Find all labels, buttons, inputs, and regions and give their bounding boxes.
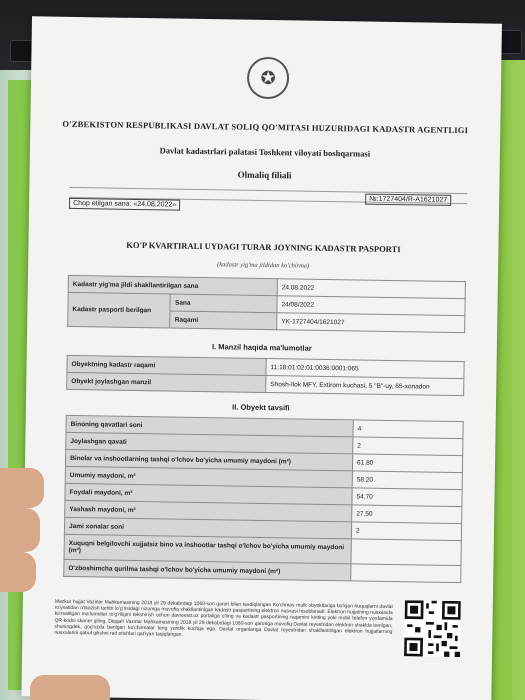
document-subtitle: (kadastr yig'ma jildidan ko'chirma) <box>217 261 310 270</box>
table-row: Obyekt joylashgan manzil Shosh-Ilok MFY, Extirom kuchasi, 5 "B"-uy, 65-xonadon <box>67 372 464 395</box>
issue-date-value: 24/08/2022 <box>277 296 465 316</box>
hand-finger <box>0 552 36 592</box>
table-row: Binolar va inshootlarning tashqi o'lchov bo'yicha umumiy maydoni (m²) 61.80 <box>65 449 462 472</box>
address-table <box>66 355 465 396</box>
folder-date-label: Kadastr yig'ma jildi shakllantirilgan sana <box>68 275 277 295</box>
issue-date-label: Sana <box>170 294 277 313</box>
table-row: Foydali maydoni, m² 54.70 <box>65 483 462 506</box>
table-row: Joylashgan qavati 2 <box>66 432 463 455</box>
description-table <box>63 415 463 583</box>
hand-bottom <box>30 675 110 700</box>
chamber-heading: Davlat kadastrlari palatasi Toshkent viloyati boshqarmasi <box>159 145 371 159</box>
table-row: Umumiy maydoni, m² 58.20 <box>65 466 462 489</box>
branch-heading: Olmaliq filiali <box>237 169 292 181</box>
cadastral-passport-document <box>21 16 502 700</box>
state-emblem-icon: ✪ <box>247 57 290 100</box>
agency-heading: O'ZBEKISTON RESPUBLIKASI DAVLAT SOLIQ QO'MITASI HUZURIDAGI KADASTR AGENTLIGI <box>62 118 469 136</box>
table-row: O'zboshimcha qurilma tashqi o'lchov bo'yicha umumiy maydoni (m²) <box>64 559 461 582</box>
header-divider <box>69 187 467 194</box>
table-row: Xuquqni belgilovchi xujjatsiz bino va inshootlar tashqi o'lchov bo'yicha umumiy maydoni (m²) <box>64 534 461 565</box>
legal-footer-text: Mazkur hujjat Vazirlar Mahkamasining 2018 yil 29 dekabrdagi 1060-son qarori bilan tasdiqlangan Ko'chmas mulk obyektlariga bo'lgan huquqlarni davlat ro'yxatidan o'tkazish tartibi to'g'risidagi nizomga muvofiq shakllantirilgan kadastr pasportining elektron nusxasi hisoblanadi. Elektron hujjatning nusxasida ko'rsatilgan ma'lumotlar to'g'riligini tekshirish uchun davreestr.uz portaliga o'ting va kadastr pasportining raqamini kiriting yoki mobil telefon yordamida QR-kodni skaner qiling. Diqqat! Vazirlar Mahkamasining 2018 yil 29 dekabrdagi 1060-son qaroriga muvofiq Davlat reyestridan elektron shaklda berilgan, shuningdek, qog'ozda berilgan ko'chirmalar teng yuridik kuchga ega. Davlat organlariga Davlat reyestridan shakllantirilgan elektron hujjatlarning nusxalarini qabul qilishni rad etishlari qat'iyan taqiqlangan. <box>54 598 393 638</box>
print-date: Chop etilgan sana: «24.08.2022» <box>69 200 180 209</box>
folder-date-value: 24.08.2022 <box>277 279 465 299</box>
issue-number-value: YK-1727404/1621027 <box>277 313 465 333</box>
document-title: KO'P KVARTIRALI UYDAGI TURAR JOYNING KADASTR PASPORTI <box>126 239 401 255</box>
table-row: Binoning qavatlari soni 4 <box>66 415 463 438</box>
qr-code-icon <box>404 600 461 657</box>
hand-finger <box>0 468 44 508</box>
table-row: Obyektning kadastr raqami 11:18:01:02:01:0036:0001:065 <box>67 355 464 378</box>
table-row: Yashash maydoni, m² 27.50 <box>65 500 462 523</box>
section-address-title: I. Manzil haqida ma'lumotlar <box>211 342 312 353</box>
info-table <box>67 275 466 333</box>
section-description-title: II. Obyekt tavsifi <box>232 402 290 413</box>
issue-number-label: Raqami <box>170 311 277 330</box>
table-row: Jami xonalar soni 2 <box>64 517 461 540</box>
document-number: №:1727404/R-A1621027 <box>365 196 451 204</box>
passport-issued-label: Kadastr pasporti berilgan <box>68 292 171 328</box>
hand-finger <box>0 508 40 552</box>
